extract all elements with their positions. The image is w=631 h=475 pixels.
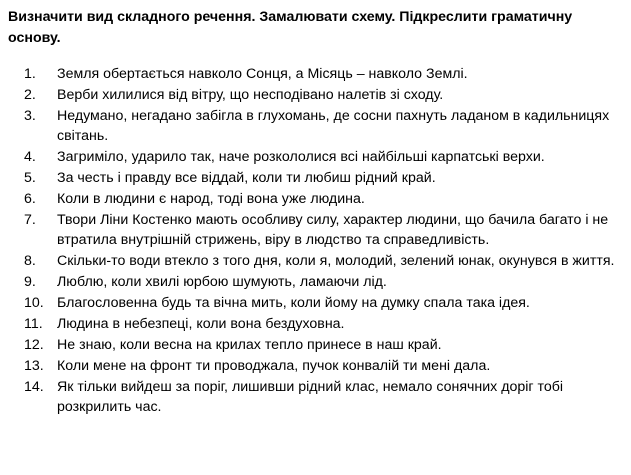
list-item	[8, 64, 620, 84]
list-item	[8, 189, 620, 209]
list-item	[8, 293, 620, 313]
list-item	[8, 356, 620, 376]
list-item	[8, 335, 620, 355]
list-item-number: 1.	[24, 66, 36, 82]
list-item-number: 2.	[24, 87, 36, 103]
list-item	[8, 85, 620, 105]
list-item-text: Як тільки вийдеш за поріг, лишивши рідний клас, немало сонячних доріг тобі розкрилить час.	[57, 379, 564, 415]
list-item-text: Не знаю, коли весна на крилах тепло принесе в наш край.	[57, 337, 442, 353]
list-item-number: 5.	[24, 170, 36, 186]
list-item	[8, 168, 620, 188]
list-item-text: Люблю, коли хвилі юрбою шумують, ламаючи лід.	[57, 274, 387, 290]
list-item-number: 8.	[24, 253, 36, 269]
list-item-text: Коли мене на фронт ти проводжала, пучок конвалій ти мені дала.	[57, 358, 491, 374]
list-item-number: 3.	[24, 108, 36, 124]
task-title: Визначити вид складного речення. Замалювати схему. Підкреслити граматичну основу.	[8, 9, 573, 46]
list-item-text: За честь і правду все віддай, коли ти любиш рідний край.	[57, 170, 436, 186]
list-item-number: 13.	[24, 358, 44, 374]
list-item-text: Твори Ліни Костенко мають особливу силу, характер людини, що бачила багато і не втратила внутрішній стрижень, віру в людство та справедливість.	[57, 212, 609, 248]
list-item-text: Земля обертається навколо Сонця, а Місяць – навколо Землі.	[57, 66, 468, 82]
list-item	[8, 314, 620, 334]
list-item-number: 9.	[24, 274, 36, 290]
list-item-number: 12.	[24, 337, 44, 353]
list-item-text: Загриміло, ударило так, наче розкололися всі найбільші карпатські верхи.	[57, 149, 545, 165]
list-item-text: Людина в небезпеці, коли вона бездуховна.	[57, 316, 345, 332]
list-item-text: Верби хилилися від вітру, що несподівано налетів зі сходу.	[57, 87, 444, 103]
sentence-list	[8, 64, 623, 417]
list-item-text: Коли в людини є народ, тоді вона уже людина.	[57, 191, 365, 207]
list-item-number: 6.	[24, 191, 36, 207]
list-item	[8, 210, 620, 250]
list-item-number: 11.	[24, 316, 43, 332]
list-item-number: 4.	[24, 149, 36, 165]
list-item	[8, 251, 620, 271]
list-item	[8, 272, 620, 292]
list-item-number: 10.	[24, 295, 44, 311]
list-item-text: Благословенна будь та вічна мить, коли йому на думку спала така ідея.	[57, 295, 530, 311]
list-item-number: 14.	[24, 379, 44, 395]
list-item	[8, 106, 620, 146]
list-item-text: Недумано, негадано забігла в глухомань, де сосни пахнуть ладаном в кадильницях світань.	[57, 108, 610, 144]
list-item-number: 7.	[24, 212, 36, 228]
list-item-text: Скільки-то води втекло з того дня, коли я, молодий, зелений юнак, окунувся в життя.	[57, 253, 615, 269]
list-item	[8, 147, 620, 167]
list-item	[8, 377, 620, 417]
